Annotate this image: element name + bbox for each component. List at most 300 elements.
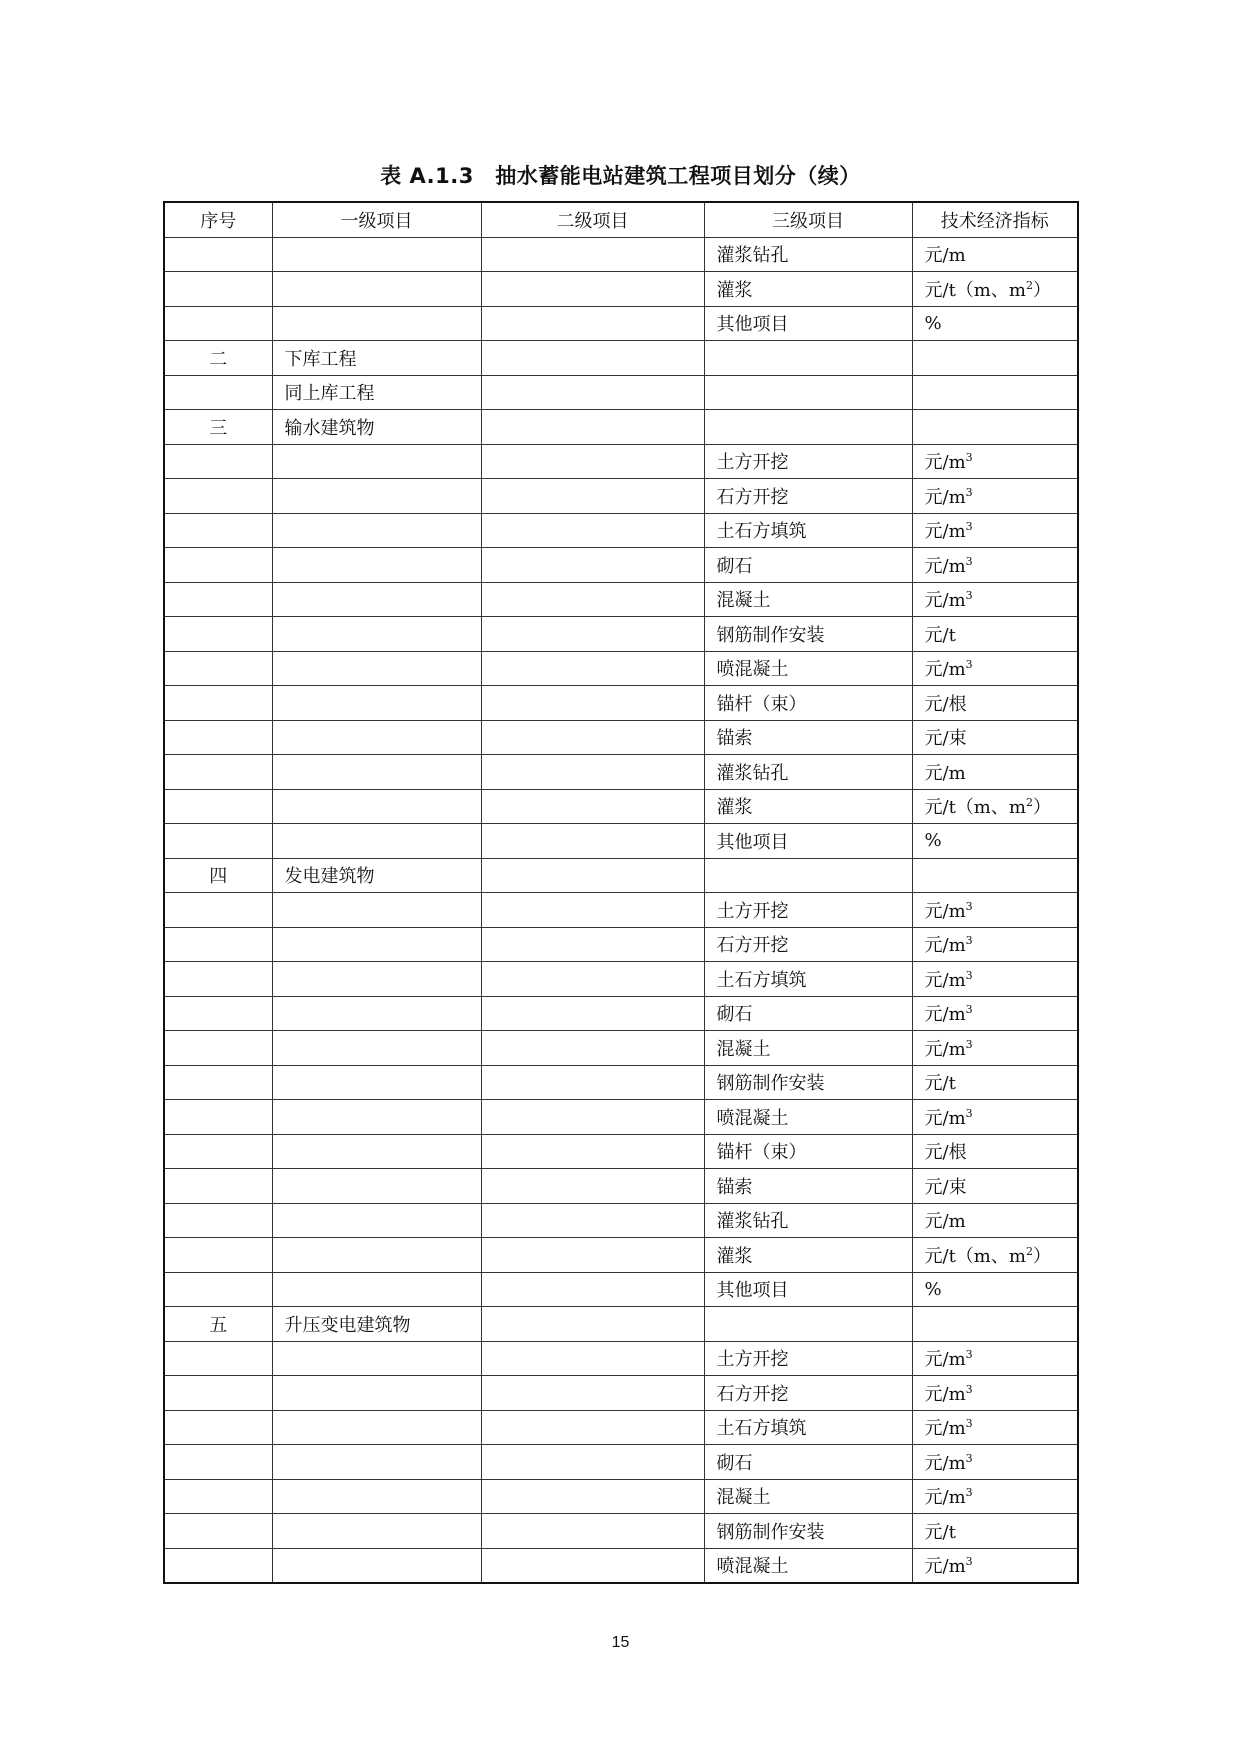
- cell-level1: 升压变电建筑物: [272, 1307, 481, 1342]
- cell-level1: [272, 272, 481, 307]
- indicator-exponent: 3: [965, 899, 973, 913]
- cell-indicator: [912, 548, 1078, 583]
- cell-seq: [164, 1203, 272, 1238]
- indicator-unit: 元/m: [924, 1107, 966, 1129]
- cell-level1: 下库工程: [272, 341, 481, 376]
- indicator-unit: %: [924, 1278, 942, 1300]
- table-row: [164, 1410, 1078, 1445]
- table-row: [164, 927, 1078, 962]
- cell-level1: [272, 1238, 481, 1273]
- cell-seq: [164, 1479, 272, 1514]
- cell-indicator: [912, 272, 1078, 307]
- cell-seq: [164, 1134, 272, 1169]
- cell-level2: [481, 1479, 704, 1514]
- cell-level1: [272, 1100, 481, 1135]
- cell-indicator: [912, 858, 1078, 893]
- cell-level2: [481, 1272, 704, 1307]
- cell-indicator: [912, 1376, 1078, 1411]
- table-row: [164, 617, 1078, 652]
- cell-level1: [272, 306, 481, 341]
- cell-seq: [164, 755, 272, 790]
- cell-level3: 灌浆: [704, 789, 912, 824]
- cell-level1: [272, 927, 481, 962]
- cell-level1: [272, 479, 481, 514]
- cell-level3: 锚索: [704, 1169, 912, 1204]
- cell-level3: 喷混凝土: [704, 1100, 912, 1135]
- cell-level3: 土方开挖: [704, 1341, 912, 1376]
- cell-seq: [164, 1445, 272, 1480]
- cell-level3: 其他项目: [704, 1272, 912, 1307]
- cell-level2: [481, 962, 704, 997]
- table-row: [164, 444, 1078, 479]
- cell-level3: 石方开挖: [704, 927, 912, 962]
- indicator-unit: 元/m: [924, 590, 966, 612]
- indicator-unit: 元/t: [924, 1521, 956, 1543]
- cell-seq: [164, 651, 272, 686]
- indicator-unit: 元/m: [924, 245, 966, 267]
- cell-level1: [272, 617, 481, 652]
- indicator-unit: 元/根: [924, 1142, 967, 1164]
- cell-level2: [481, 824, 704, 859]
- indicator-exponent: 3: [965, 934, 973, 948]
- indicator-unit: 元/t: [924, 1073, 956, 1095]
- cell-level1: [272, 789, 481, 824]
- cell-level1: [272, 1065, 481, 1100]
- table-row: [164, 1445, 1078, 1480]
- indicator-exponent: 3: [965, 554, 973, 568]
- cell-level3: 砌石: [704, 548, 912, 583]
- indicator-unit: 元/m: [924, 1004, 966, 1026]
- indicator-exponent: 3: [965, 1417, 973, 1431]
- indicator-unit: 元/束: [924, 728, 967, 750]
- cell-seq: [164, 789, 272, 824]
- header-level1: 一级项目: [272, 202, 481, 237]
- cell-seq: [164, 548, 272, 583]
- indicator-unit: 元/m: [924, 935, 966, 957]
- table-row: [164, 893, 1078, 928]
- indicator-unit: 元/m: [924, 452, 966, 474]
- cell-seq: [164, 1272, 272, 1307]
- table-row: [164, 1479, 1078, 1514]
- cell-level2: [481, 272, 704, 307]
- cell-indicator: [912, 1514, 1078, 1549]
- header-indicator: 技术经济指标: [912, 202, 1078, 237]
- cell-indicator: [912, 789, 1078, 824]
- table-row: [164, 1272, 1078, 1307]
- table-row: [164, 789, 1078, 824]
- cell-seq: [164, 272, 272, 307]
- table-title: 表 A.1.3 抽水蓄能电站建筑工程项目划分（续）: [380, 164, 861, 188]
- cell-indicator: [912, 1169, 1078, 1204]
- indicator-exponent: 3: [965, 1555, 973, 1569]
- indicator-exponent: 3: [965, 1003, 973, 1017]
- indicator-exponent: 3: [965, 451, 973, 465]
- cell-indicator: [912, 996, 1078, 1031]
- cell-level1: [272, 1376, 481, 1411]
- cell-level2: [481, 1203, 704, 1238]
- cell-level3: 石方开挖: [704, 479, 912, 514]
- cell-level3: 混凝土: [704, 582, 912, 617]
- indicator-unit: 元/m: [924, 900, 966, 922]
- table-row: [164, 1548, 1078, 1583]
- indicator-exponent: 3: [965, 485, 973, 499]
- cell-indicator: [912, 927, 1078, 962]
- cell-level1: [272, 1134, 481, 1169]
- cell-seq: [164, 1169, 272, 1204]
- cell-indicator: [912, 1410, 1078, 1445]
- cell-seq: [164, 237, 272, 272]
- cell-seq: [164, 893, 272, 928]
- cell-seq: [164, 1514, 272, 1549]
- indicator-exponent: 3: [965, 1382, 973, 1396]
- cell-level2: [481, 1238, 704, 1273]
- cell-level1: [272, 548, 481, 583]
- cell-indicator: [912, 1548, 1078, 1583]
- cell-seq: [164, 927, 272, 962]
- cell-indicator: [912, 1445, 1078, 1480]
- table-row: [164, 1514, 1078, 1549]
- cell-level2: [481, 789, 704, 824]
- table-row: [164, 1307, 1078, 1342]
- cell-indicator: [912, 1203, 1078, 1238]
- table-row: [164, 479, 1078, 514]
- cell-level3: 混凝土: [704, 1031, 912, 1066]
- table-row: [164, 375, 1078, 410]
- indicator-exponent: 3: [965, 1348, 973, 1362]
- cell-level2: [481, 720, 704, 755]
- indicator-unit: 元/m: [924, 969, 966, 991]
- cell-level2: [481, 237, 704, 272]
- cell-indicator: [912, 1341, 1078, 1376]
- cell-level2: [481, 858, 704, 893]
- cell-indicator: [912, 513, 1078, 548]
- indicator-unit: 元/m: [924, 1038, 966, 1060]
- project-division-table: [163, 201, 1079, 1584]
- table-row: [164, 1031, 1078, 1066]
- cell-level2: [481, 341, 704, 376]
- indicator-unit: 元/t（m、m: [924, 279, 1026, 301]
- table-row: [164, 237, 1078, 272]
- indicator-unit: %: [924, 830, 942, 852]
- cell-indicator: [912, 375, 1078, 410]
- cell-level3: [704, 858, 912, 893]
- cell-level1: [272, 1169, 481, 1204]
- cell-level2: [481, 1376, 704, 1411]
- cell-level3: 灌浆钻孔: [704, 1203, 912, 1238]
- indicator-unit: 元/m: [924, 1383, 966, 1405]
- indicator-unit: 元/m: [924, 762, 966, 784]
- table-row: [164, 1376, 1078, 1411]
- page-number: 15: [611, 1634, 630, 1651]
- cell-level1: [272, 582, 481, 617]
- cell-level1: [272, 1479, 481, 1514]
- cell-level2: [481, 755, 704, 790]
- cell-level2: [481, 1410, 704, 1445]
- cell-level1: 输水建筑物: [272, 410, 481, 445]
- indicator-unit: 元/t（m、m: [924, 797, 1026, 819]
- cell-seq: [164, 375, 272, 410]
- cell-level2: [481, 1445, 704, 1480]
- cell-level3: [704, 1307, 912, 1342]
- cell-seq: [164, 513, 272, 548]
- cell-level2: [481, 1307, 704, 1342]
- cell-level1: 同上库工程: [272, 375, 481, 410]
- cell-indicator: [912, 237, 1078, 272]
- cell-level2: [481, 1100, 704, 1135]
- cell-indicator: [912, 582, 1078, 617]
- cell-indicator: [912, 1100, 1078, 1135]
- header-seq: 序号: [164, 202, 272, 237]
- cell-seq: [164, 479, 272, 514]
- indicator-exponent: 2: [1025, 278, 1033, 292]
- cell-level2: [481, 1169, 704, 1204]
- cell-level2: [481, 1031, 704, 1066]
- cell-level3: 钢筋制作安装: [704, 1065, 912, 1100]
- table-row: [164, 858, 1078, 893]
- cell-indicator: [912, 1272, 1078, 1307]
- table-row: [164, 341, 1078, 376]
- cell-level1: [272, 686, 481, 721]
- cell-level3: 土石方填筑: [704, 962, 912, 997]
- cell-seq: [164, 1548, 272, 1583]
- cell-level2: [481, 996, 704, 1031]
- header-level3: 三级项目: [704, 202, 912, 237]
- cell-level1: [272, 1272, 481, 1307]
- table-row: [164, 996, 1078, 1031]
- indicator-unit: 元/m: [924, 1418, 966, 1440]
- cell-level2: [481, 617, 704, 652]
- cell-level1: [272, 1548, 481, 1583]
- indicator-unit: 元/m: [924, 1211, 966, 1233]
- table-row: [164, 272, 1078, 307]
- cell-seq: [164, 617, 272, 652]
- table-row: [164, 1238, 1078, 1273]
- cell-seq: [164, 1376, 272, 1411]
- cell-seq: [164, 306, 272, 341]
- indicator-exponent: 3: [965, 658, 973, 672]
- table-row: [164, 824, 1078, 859]
- indicator-exponent: 3: [965, 589, 973, 603]
- cell-level1: [272, 755, 481, 790]
- cell-level2: [481, 1341, 704, 1376]
- cell-level3: 灌浆钻孔: [704, 237, 912, 272]
- cell-level1: [272, 1514, 481, 1549]
- cell-level2: [481, 1548, 704, 1583]
- table-row: [164, 755, 1078, 790]
- cell-level3: [704, 341, 912, 376]
- table-row: [164, 548, 1078, 583]
- table-row: [164, 686, 1078, 721]
- cell-indicator: [912, 1307, 1078, 1342]
- indicator-exponent: 3: [965, 1106, 973, 1120]
- indicator-exponent: 3: [965, 968, 973, 982]
- cell-level1: [272, 651, 481, 686]
- cell-level3: 锚杆（束）: [704, 686, 912, 721]
- cell-level3: [704, 375, 912, 410]
- indicator-exponent: 3: [965, 520, 973, 534]
- cell-level3: 土方开挖: [704, 444, 912, 479]
- indicator-exponent: 2: [1025, 1244, 1033, 1258]
- cell-level3: 锚杆（束）: [704, 1134, 912, 1169]
- cell-indicator: [912, 893, 1078, 928]
- cell-indicator: [912, 755, 1078, 790]
- cell-indicator: [912, 1065, 1078, 1100]
- cell-level2: [481, 686, 704, 721]
- indicator-unit: 元/m: [924, 1452, 966, 1474]
- cell-seq: [164, 1031, 272, 1066]
- cell-level1: [272, 1445, 481, 1480]
- indicator-unit: 元/m: [924, 521, 966, 543]
- cell-indicator: [912, 306, 1078, 341]
- cell-seq: [164, 1065, 272, 1100]
- cell-indicator: [912, 651, 1078, 686]
- cell-seq: [164, 582, 272, 617]
- cell-level3: 其他项目: [704, 306, 912, 341]
- table-row: [164, 1134, 1078, 1169]
- indicator-exponent: 3: [965, 1037, 973, 1051]
- indicator-unit: 元/m: [924, 555, 966, 577]
- indicator-unit: 元/m: [924, 659, 966, 681]
- cell-seq: [164, 1100, 272, 1135]
- cell-level1: [272, 1410, 481, 1445]
- cell-level3: 灌浆: [704, 272, 912, 307]
- cell-indicator: [912, 962, 1078, 997]
- cell-seq: 四: [164, 858, 272, 893]
- indicator-unit: 元/m: [924, 1349, 966, 1371]
- cell-level1: [272, 1031, 481, 1066]
- cell-seq: 二: [164, 341, 272, 376]
- cell-level2: [481, 375, 704, 410]
- indicator-unit: 元/t: [924, 624, 956, 646]
- cell-indicator: [912, 720, 1078, 755]
- indicator-unit: 元/根: [924, 693, 967, 715]
- cell-seq: [164, 962, 272, 997]
- cell-level3: 灌浆钻孔: [704, 755, 912, 790]
- cell-level1: [272, 1203, 481, 1238]
- cell-level1: [272, 444, 481, 479]
- cell-level2: [481, 306, 704, 341]
- cell-level2: [481, 582, 704, 617]
- cell-level2: [481, 651, 704, 686]
- cell-level1: 发电建筑物: [272, 858, 481, 893]
- indicator-tail: ）: [1032, 279, 1051, 301]
- cell-level3: 砌石: [704, 1445, 912, 1480]
- cell-level1: [272, 893, 481, 928]
- cell-level2: [481, 1134, 704, 1169]
- cell-level3: 灌浆: [704, 1238, 912, 1273]
- cell-level1: [272, 513, 481, 548]
- cell-level2: [481, 410, 704, 445]
- cell-level3: 石方开挖: [704, 1376, 912, 1411]
- cell-seq: 五: [164, 1307, 272, 1342]
- table-row: [164, 1065, 1078, 1100]
- table-row: [164, 720, 1078, 755]
- cell-seq: [164, 824, 272, 859]
- cell-level1: [272, 962, 481, 997]
- table-row: [164, 306, 1078, 341]
- table-row: [164, 1100, 1078, 1135]
- header-level2: 二级项目: [481, 202, 704, 237]
- indicator-unit: %: [924, 312, 942, 334]
- cell-level2: [481, 1514, 704, 1549]
- cell-indicator: [912, 1479, 1078, 1514]
- cell-seq: [164, 720, 272, 755]
- cell-seq: 三: [164, 410, 272, 445]
- cell-level2: [481, 1065, 704, 1100]
- indicator-exponent: 3: [965, 1451, 973, 1465]
- indicator-unit: 元/m: [924, 1556, 966, 1578]
- cell-indicator: [912, 824, 1078, 859]
- cell-level3: 钢筋制作安装: [704, 1514, 912, 1549]
- indicator-exponent: 2: [1025, 796, 1033, 810]
- cell-level3: 锚索: [704, 720, 912, 755]
- cell-indicator: [912, 341, 1078, 376]
- cell-level3: 其他项目: [704, 824, 912, 859]
- table-row: [164, 513, 1078, 548]
- indicator-tail: ）: [1032, 1245, 1051, 1267]
- cell-level2: [481, 479, 704, 514]
- table-row: [164, 410, 1078, 445]
- cell-level1: [272, 1341, 481, 1376]
- cell-indicator: [912, 1238, 1078, 1273]
- cell-indicator: [912, 1134, 1078, 1169]
- cell-indicator: [912, 1031, 1078, 1066]
- cell-seq: [164, 1238, 272, 1273]
- indicator-unit: 元/m: [924, 486, 966, 508]
- cell-level2: [481, 893, 704, 928]
- cell-level2: [481, 513, 704, 548]
- cell-level1: [272, 824, 481, 859]
- cell-indicator: [912, 479, 1078, 514]
- cell-level1: [272, 996, 481, 1031]
- cell-indicator: [912, 686, 1078, 721]
- cell-level3: 土石方填筑: [704, 1410, 912, 1445]
- cell-seq: [164, 444, 272, 479]
- table-row: [164, 1341, 1078, 1376]
- indicator-unit: 元/m: [924, 1487, 966, 1509]
- cell-level3: 砌石: [704, 996, 912, 1031]
- table-row: [164, 651, 1078, 686]
- cell-level3: 土石方填筑: [704, 513, 912, 548]
- indicator-tail: ）: [1032, 797, 1051, 819]
- cell-level3: [704, 410, 912, 445]
- indicator-exponent: 3: [965, 1486, 973, 1500]
- cell-level1: [272, 720, 481, 755]
- cell-level3: 混凝土: [704, 1479, 912, 1514]
- table-header-row: [164, 202, 1078, 237]
- cell-indicator: [912, 444, 1078, 479]
- table-row: [164, 962, 1078, 997]
- cell-level2: [481, 548, 704, 583]
- indicator-unit: 元/t（m、m: [924, 1245, 1026, 1267]
- cell-level3: 土方开挖: [704, 893, 912, 928]
- table-row: [164, 582, 1078, 617]
- table-row: [164, 1203, 1078, 1238]
- cell-indicator: [912, 410, 1078, 445]
- indicator-unit: 元/束: [924, 1176, 967, 1198]
- cell-seq: [164, 1410, 272, 1445]
- table-body: [164, 202, 1078, 1583]
- cell-level3: 钢筋制作安装: [704, 617, 912, 652]
- table-row: [164, 1169, 1078, 1204]
- cell-seq: [164, 1341, 272, 1376]
- cell-level2: [481, 927, 704, 962]
- cell-indicator: [912, 617, 1078, 652]
- cell-level2: [481, 444, 704, 479]
- cell-seq: [164, 996, 272, 1031]
- cell-level3: 喷混凝土: [704, 651, 912, 686]
- cell-level1: [272, 237, 481, 272]
